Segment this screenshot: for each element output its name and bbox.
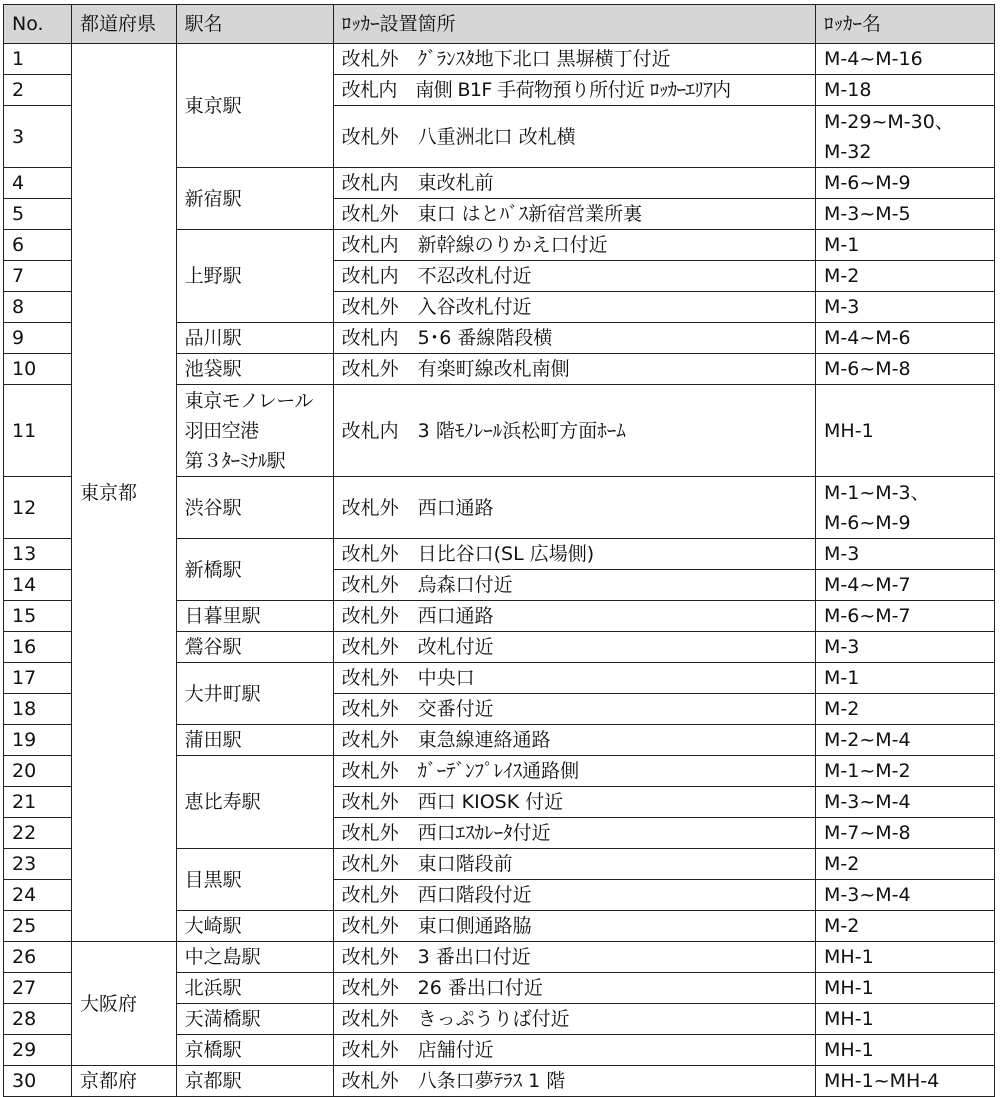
row-no: 17 bbox=[4, 663, 72, 694]
locker-cell: M-3 bbox=[816, 292, 995, 323]
location-cell: 改札外 ｸﾞﾗﾝｽﾀ地下北口 黒塀横丁付近 bbox=[333, 44, 815, 75]
location-cell: 改札外 中央口 bbox=[333, 663, 815, 694]
row-no: 5 bbox=[4, 199, 72, 230]
location-cell: 改札内 東改札前 bbox=[333, 168, 815, 199]
locker-cell: M-18 bbox=[816, 75, 995, 106]
row-no: 10 bbox=[4, 354, 72, 385]
row-no: 29 bbox=[4, 1035, 72, 1066]
row-no: 15 bbox=[4, 601, 72, 632]
locker-cell: M-2 bbox=[816, 694, 995, 725]
row-no: 7 bbox=[4, 261, 72, 292]
location-cell: 改札外 交番付近 bbox=[333, 694, 815, 725]
location-cell: 改札外 入谷改札付近 bbox=[333, 292, 815, 323]
row-no: 6 bbox=[4, 230, 72, 261]
locker-cell: M-4~M-6 bbox=[816, 323, 995, 354]
locker-cell: M-4~M-7 bbox=[816, 570, 995, 601]
station-line: 羽田空港 bbox=[184, 419, 259, 442]
header-row bbox=[4, 5, 995, 44]
row-no: 28 bbox=[4, 1004, 72, 1035]
station-cell: 東京駅 bbox=[176, 44, 333, 168]
locker-cell: M-2 bbox=[816, 911, 995, 942]
locker-cell bbox=[816, 106, 995, 168]
location-cell: 改札外 東急線連絡通路 bbox=[333, 725, 815, 756]
locker-cell: M-3~M-4 bbox=[816, 787, 995, 818]
location-cell: 改札外 東口側通路脇 bbox=[333, 911, 815, 942]
location-cell: 改札内 不忍改札付近 bbox=[333, 261, 815, 292]
location-cell: 改札外 西口通路 bbox=[333, 601, 815, 632]
location-cell: 改札外 西口ｴｽｶﾚｰﾀ付近 bbox=[333, 818, 815, 849]
station-cell: 北浜駅 bbox=[176, 973, 333, 1004]
locker-cell: M-3 bbox=[816, 539, 995, 570]
row-no: 13 bbox=[4, 539, 72, 570]
row-no: 23 bbox=[4, 849, 72, 880]
station-cell: 恵比寿駅 bbox=[176, 756, 333, 849]
station-cell: 渋谷駅 bbox=[176, 477, 333, 539]
row-no: 18 bbox=[4, 694, 72, 725]
location-cell: 改札内 南側 B1F 手荷物預り所付近 ﾛｯｶｰｴﾘｱ内 bbox=[333, 75, 815, 106]
row-no: 27 bbox=[4, 973, 72, 1004]
row-no: 21 bbox=[4, 787, 72, 818]
row-no: 2 bbox=[4, 75, 72, 106]
station-cell: 日暮里駅 bbox=[176, 601, 333, 632]
station-line: 東京モノレール bbox=[184, 389, 313, 412]
row-no: 24 bbox=[4, 880, 72, 911]
locker-cell: MH-1 bbox=[816, 1035, 995, 1066]
locker-cell: M-4~M-16 bbox=[816, 44, 995, 75]
station-cell: 京橋駅 bbox=[176, 1035, 333, 1066]
locker-cell: M-1 bbox=[816, 230, 995, 261]
header-locker: ﾛｯｶｰ名 bbox=[816, 5, 995, 44]
station-cell: 上野駅 bbox=[176, 230, 333, 323]
locker-cell: M-1~M-2 bbox=[816, 756, 995, 787]
locker-cell: M-2 bbox=[816, 849, 995, 880]
prefecture-cell: 京都府 bbox=[72, 1066, 177, 1097]
location-cell: 改札外 東口 はとﾊﾞｽ新宿営業所裏 bbox=[333, 199, 815, 230]
location-cell: 改札外 3 番出口付近 bbox=[333, 942, 815, 973]
locker-cell: MH-1~MH-4 bbox=[816, 1066, 995, 1097]
locker-cell: M-2~M-4 bbox=[816, 725, 995, 756]
locker-cell: M-1 bbox=[816, 663, 995, 694]
locker-cell: M-3 bbox=[816, 632, 995, 663]
locker-table bbox=[3, 4, 995, 1097]
row-no: 4 bbox=[4, 168, 72, 199]
locker-cell: M-6~M-9 bbox=[816, 168, 995, 199]
row-no: 20 bbox=[4, 756, 72, 787]
station-cell: 目黒駅 bbox=[176, 849, 333, 911]
table-row bbox=[4, 942, 995, 973]
location-cell: 改札外 店舗付近 bbox=[333, 1035, 815, 1066]
header-prefecture: 都道府県 bbox=[72, 5, 177, 44]
location-cell: 改札外 八条口夢ﾃﾗｽ 1 階 bbox=[333, 1066, 815, 1097]
header-location: ﾛｯｶｰ設置箇所 bbox=[333, 5, 815, 44]
row-no: 8 bbox=[4, 292, 72, 323]
location-cell: 改札外 日比谷口(SL 広場側) bbox=[333, 539, 815, 570]
station-cell: 大井町駅 bbox=[176, 663, 333, 725]
prefecture-cell: 東京都 bbox=[72, 44, 177, 942]
row-no: 12 bbox=[4, 477, 72, 539]
locker-cell: MH-1 bbox=[816, 973, 995, 1004]
locker-cell: MH-1 bbox=[816, 942, 995, 973]
station-line: 第３ﾀｰﾐﾅﾙ駅 bbox=[184, 449, 286, 472]
location-cell: 改札外 改札付近 bbox=[333, 632, 815, 663]
location-cell: 改札内 3 階ﾓﾉﾚｰﾙ浜松町方面ﾎｰﾑ bbox=[333, 385, 815, 477]
locker-cell: M-2 bbox=[816, 261, 995, 292]
location-cell: 改札外 有楽町線改札南側 bbox=[333, 354, 815, 385]
table-row bbox=[4, 1066, 995, 1097]
location-cell: 改札外 東口階段前 bbox=[333, 849, 815, 880]
table-row bbox=[4, 44, 995, 75]
row-no: 11 bbox=[4, 385, 72, 477]
row-no: 30 bbox=[4, 1066, 72, 1097]
header-no: No. bbox=[4, 5, 72, 44]
location-cell: 改札外 西口 KIOSK 付近 bbox=[333, 787, 815, 818]
row-no: 19 bbox=[4, 725, 72, 756]
locker-cell bbox=[816, 477, 995, 539]
locker-cell: M-6~M-7 bbox=[816, 601, 995, 632]
locker-cell: MH-1 bbox=[816, 385, 995, 477]
row-no: 9 bbox=[4, 323, 72, 354]
location-cell: 改札外 西口階段付近 bbox=[333, 880, 815, 911]
locker-line: M-1~M-3、 bbox=[824, 481, 930, 504]
station-cell: 池袋駅 bbox=[176, 354, 333, 385]
location-cell: 改札内 5･6 番線階段横 bbox=[333, 323, 815, 354]
location-cell: 改札内 新幹線のりかえ口付近 bbox=[333, 230, 815, 261]
locker-cell: M-6~M-8 bbox=[816, 354, 995, 385]
station-cell: 新橋駅 bbox=[176, 539, 333, 601]
row-no: 25 bbox=[4, 911, 72, 942]
row-no: 3 bbox=[4, 106, 72, 168]
location-cell: 改札外 26 番出口付近 bbox=[333, 973, 815, 1004]
location-cell: 改札外 ｶﾞｰﾃﾞﾝﾌﾟﾚｲｽ通路側 bbox=[333, 756, 815, 787]
prefecture-cell: 大阪府 bbox=[72, 942, 177, 1066]
station-cell bbox=[176, 385, 333, 477]
station-cell: 鶯谷駅 bbox=[176, 632, 333, 663]
locker-cell: M-7~M-8 bbox=[816, 818, 995, 849]
locker-cell: M-3~M-5 bbox=[816, 199, 995, 230]
station-cell: 天満橋駅 bbox=[176, 1004, 333, 1035]
location-cell: 改札外 西口通路 bbox=[333, 477, 815, 539]
locker-line: M-6~M-9 bbox=[824, 511, 911, 534]
station-cell: 新宿駅 bbox=[176, 168, 333, 230]
row-no: 22 bbox=[4, 818, 72, 849]
location-cell: 改札外 きっぷうりば付近 bbox=[333, 1004, 815, 1035]
row-no: 26 bbox=[4, 942, 72, 973]
row-no: 1 bbox=[4, 44, 72, 75]
row-no: 16 bbox=[4, 632, 72, 663]
locker-line: M-32 bbox=[824, 140, 872, 163]
locker-cell: MH-1 bbox=[816, 1004, 995, 1035]
station-cell: 中之島駅 bbox=[176, 942, 333, 973]
station-cell: 品川駅 bbox=[176, 323, 333, 354]
station-cell: 京都駅 bbox=[176, 1066, 333, 1097]
station-cell: 大崎駅 bbox=[176, 911, 333, 942]
row-no: 14 bbox=[4, 570, 72, 601]
locker-cell: M-3~M-4 bbox=[816, 880, 995, 911]
location-cell: 改札外 烏森口付近 bbox=[333, 570, 815, 601]
location-cell: 改札外 八重洲北口 改札横 bbox=[333, 106, 815, 168]
station-cell: 蒲田駅 bbox=[176, 725, 333, 756]
locker-line: M-29~M-30、 bbox=[824, 110, 954, 133]
header-station: 駅名 bbox=[176, 5, 333, 44]
